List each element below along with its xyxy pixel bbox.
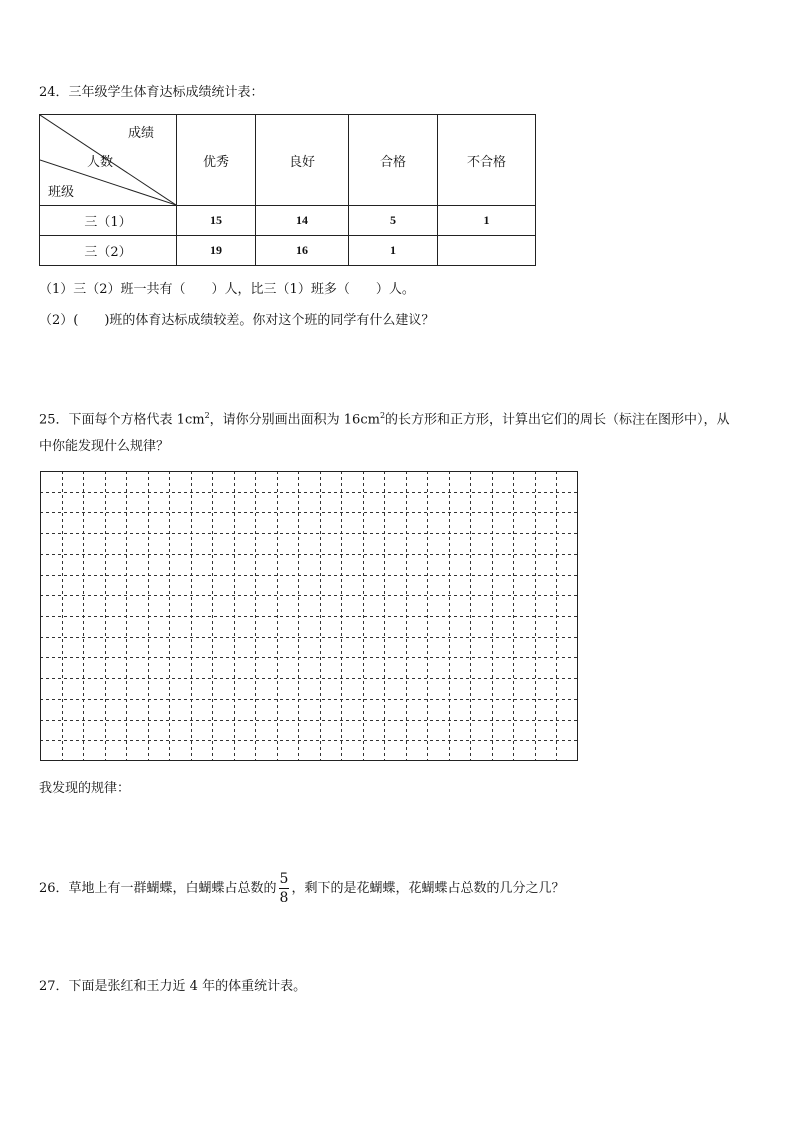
table-cell: 5 (349, 206, 438, 236)
q26-text-after: ，剩下的是花蝴蝶，花蝴蝶占总数的几分之几？ (291, 881, 565, 896)
table-cell: 15 (177, 206, 256, 236)
col-header-fail: 不合格 (438, 115, 536, 206)
q25-text-b: ，请你分别画出面积为 16cm (209, 412, 380, 428)
table-cell: 19 (177, 236, 256, 266)
diagonal-header-cell (40, 115, 177, 206)
diag-label-class: 班级 (48, 185, 75, 200)
table-cell: 16 (256, 236, 349, 266)
q25-sup-a: 2 (204, 411, 210, 420)
q24-sub2: （2）( )班的体育达标成绩较差。你对这个班的同学有什么建议？ (39, 313, 435, 328)
table-cell: 14 (256, 206, 349, 236)
score-table (39, 114, 536, 266)
col-header-excellent: 优秀 (177, 115, 256, 206)
q27-text: 27．下面是张红和王力近 4 年的体重统计表。 (39, 979, 307, 994)
table-header-row (40, 115, 536, 206)
fraction-denominator: 8 (279, 890, 289, 906)
q25-line1 (39, 408, 730, 428)
diag-label-score: 成绩 (128, 126, 155, 141)
table-cell: 1 (349, 236, 438, 266)
drawing-grid[interactable] (40, 471, 580, 762)
row-label: 三（2） (40, 236, 177, 266)
q24-title: 24．三年级学生体育达标成绩统计表： (39, 85, 264, 100)
q25-sup-b: 2 (379, 411, 386, 420)
q25-answer-label: 我发现的规律： (39, 781, 131, 796)
table-cell-empty[interactable] (438, 236, 536, 266)
col-header-pass: 合格 (349, 115, 438, 206)
table-row (40, 236, 536, 266)
q26-text-before: 26．草地上有一群蝴蝶，白蝴蝶占总数的 (39, 881, 277, 896)
q25-text-a: 25．下面每个方格代表 1cm (39, 412, 205, 428)
table-row (40, 206, 536, 236)
table-cell: 1 (438, 206, 536, 236)
fraction-numerator: 5 (279, 871, 289, 887)
row-label: 三（1） (40, 206, 177, 236)
q25-text-c: 的长方形和正方形，计算出它们的周长（标注在图形中），从 (385, 412, 730, 428)
q24-sub1: （1）三（2）班一共有（ ）人，比三（1）班多（ ）人。 (39, 282, 415, 297)
q26-line (39, 870, 564, 907)
q25-line2: 中你能发现什么规律？ (39, 439, 170, 454)
diag-label-count: 人数 (87, 155, 114, 170)
fraction (279, 870, 290, 907)
col-header-good: 良好 (256, 115, 349, 206)
